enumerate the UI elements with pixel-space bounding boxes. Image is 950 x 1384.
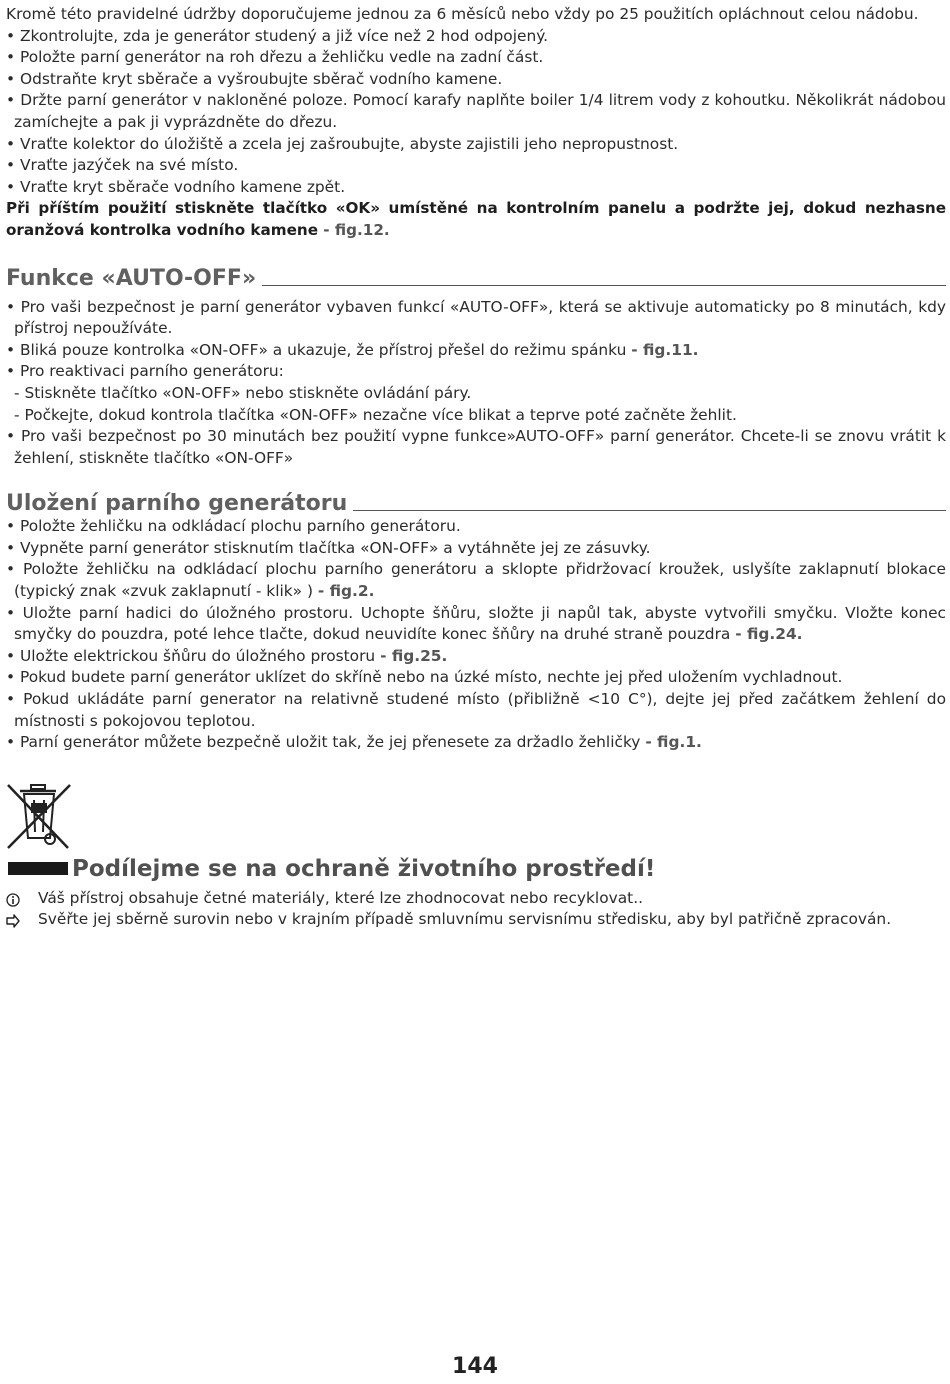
list-item	[6, 340, 946, 362]
figure-ref: - fig.25.	[380, 646, 448, 665]
list-item: • Vraťte jazýček na své místo.	[6, 156, 239, 175]
list-item	[6, 732, 946, 754]
list-item: • Pokud budete parní generátor uklízet do skříně nebo na úzké místo, nechte jej před uložením vychladnout.	[6, 668, 843, 687]
ok-instruction	[6, 198, 946, 241]
list-item	[6, 646, 946, 668]
heading-rule	[353, 510, 946, 511]
list-item-text: • Položte žehličku na odkládací plochu parního generátoru a sklopte přidržovací kroužek, uslyšíte zaklapnutí blokace (typický znak «zvuk zaklapnutí - klik» )	[6, 560, 946, 601]
list-item-text: Váš přístroj obsahuje četné materiály, které lze zhodnocovat nebo recyklovat..	[38, 888, 643, 907]
list-item: • Vraťte kryt sběrače vodního kamene zpět.	[6, 177, 346, 196]
environment-heading	[8, 854, 946, 884]
list-item-text: • Bliká pouze kontrolka «ON-OFF» a ukazuje, že přístroj přešel do režimu spánku	[6, 340, 632, 359]
list-item-text: Svěřte jej sběrně surovin nebo v krajním případě smluvnímu servisnímu středisku, aby byl patřičně zpracován.	[38, 910, 892, 929]
list-item	[6, 888, 946, 910]
list-item-text: • Parní generátor můžete bezpečně uložit tak, že jej přenesete za držadlo žehličky	[6, 733, 646, 752]
list-item: • Položte žehličku na odkládací plochu parního generátoru.	[6, 517, 461, 536]
auto-off-list	[6, 297, 946, 470]
list-item: • Položte parní generátor na roh dřezu a žehličku vedle na zadní část.	[6, 48, 544, 67]
heading-rule	[262, 285, 946, 286]
intro-paragraph: Kromě této pravidelné údržby doporučujeme jednou za 6 měsíců nebo vždy po 25 použitích opláchnout celou nádobu.	[6, 5, 919, 23]
list-item	[6, 559, 946, 602]
list-item-text: • Uložte parní hadici do úložného prostoru. Uchopte šňůru, složte ji napůl tak, abyste vytvořili smyčku. Vložte konec smyčky do pouzdra, poté lehce tlačte, dokud neuvidíte konec šňůry na druhé straně pouzdra	[6, 603, 946, 644]
figure-ref: - fig.11.	[631, 340, 699, 359]
heading-bar	[8, 862, 68, 875]
figure-ref: - fig.1.	[645, 733, 702, 752]
list-item	[6, 603, 946, 646]
document-body	[6, 4, 946, 931]
figure-ref: - fig.24.	[735, 625, 803, 644]
list-item: • Zkontrolujte, zda je generátor studený a již více než 2 hod odpojený.	[6, 26, 549, 45]
storage-list	[6, 516, 946, 754]
section-title: Uložení parního generátoru	[6, 491, 348, 517]
crossed-bin-icon	[4, 782, 74, 854]
sub-list-item: - Počkejte, dokud kontrola tlačítka «ON-OFF» nezačne více blikat a teprve poté začněte žehlit.	[14, 405, 737, 424]
figure-ref: - fig.12.	[318, 220, 390, 239]
figure-ref: - fig.2.	[317, 582, 375, 601]
info-icon	[6, 892, 20, 906]
page-number: 144	[452, 1354, 498, 1379]
list-item: • Pro reaktivaci parního generátoru:	[6, 362, 284, 381]
environment-list	[6, 888, 946, 931]
section-title: Podílejme se na ochraně životního prostředí!	[72, 855, 656, 882]
list-item: • Odstraňte kryt sběrače a vyšroubujte sběrač vodního kamene.	[6, 69, 503, 88]
list-item: • Držte parní generátor v nakloněné poloze. Pomocí karafy naplňte boiler 1/4 litrem vody z kohoutku. Několikrát nádobou zamíchejte a pak ji vyprázdněte do dřezu.	[6, 91, 946, 131]
list-item: • Pro vaši bezpečnost je parní generátor vybaven funkcí «AUTO-OFF», která se aktivuje automaticky po 8 minutách, kdy přístroj nepoužíváte.	[6, 297, 946, 338]
list-item: • Vraťte kolektor do úložiště a zcela jej zašroubujte, abyste zajistili jeho nepropustnost.	[6, 134, 679, 153]
sub-list-item: - Stiskněte tlačítko «ON-OFF» nebo stiskněte ovládání páry.	[14, 383, 472, 402]
section-title: Funkce «AUTO-OFF»	[6, 265, 257, 291]
list-item: • Pro vaši bezpečnost po 30 minutách bez použití vypne funkce»AUTO-OFF» parní generátor. Chcete-li se znovu vrátit k žehlení, stiskněte tlačítko «ON-OFF»	[6, 427, 946, 467]
list-item: • Pokud ukládáte parní generator na relativně studené místo (přibližně <10 C°), dejte jej před začátkem žehlení do místnosti s pokojovou teplotou.	[6, 690, 946, 730]
section-heading-auto-off	[6, 261, 946, 291]
ok-instruction-text: Při příštím použití stiskněte tlačítko «OK» umístěné na kontrolním panelu a podržte jej, dokud nezhasne oranžová kontrolka vodního kamene	[6, 199, 946, 239]
list-item-text: • Uložte elektrickou šňůru do úložného prostoru	[6, 646, 381, 665]
arrow-right-icon	[6, 913, 20, 927]
list-item	[6, 909, 946, 931]
list-item: • Vypněte parní generátor stisknutím tlačítka «ON-OFF» a vytáhněte jej ze zásuvky.	[6, 538, 651, 557]
section-heading-storage	[6, 488, 946, 516]
